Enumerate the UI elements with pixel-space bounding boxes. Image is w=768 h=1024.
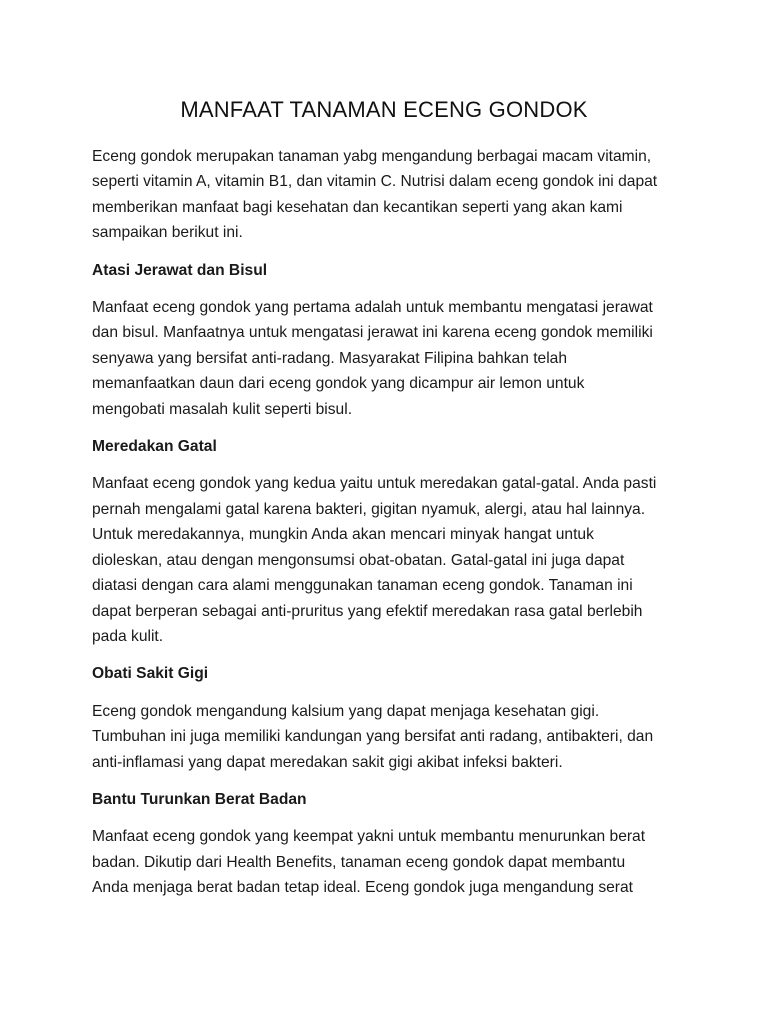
text-line: memanfaatkan daun dari eceng gondok yang dicampur air lemon untuk (92, 375, 585, 393)
intro-paragraph (92, 144, 692, 246)
text-line: Manfaat eceng gondok yang pertama adalah untuk membantu mengatasi jerawat (92, 299, 653, 317)
section-heading: Meredakan Gatal (92, 438, 217, 456)
section-heading: Bantu Turunkan Berat Badan (92, 790, 307, 808)
text-line: mengobati masalah kulit seperti bisul. (92, 400, 353, 418)
text-line: sampaikan berikut ini. (92, 224, 243, 242)
section-heading: Obati Sakit Gigi (92, 665, 209, 683)
text-line: Tumbuhan ini juga memiliki kandungan yang bersifat anti radang, antibakteri, dan (92, 728, 654, 746)
section-paragraph (92, 471, 692, 649)
text-line: seperti vitamin A, vitamin B1, dan vitamin C. Nutrisi dalam eceng gondok ini dapat (92, 173, 658, 191)
text-line: Eceng gondok mengandung kalsium yang dapat menjaga kesehatan gigi. (92, 702, 600, 720)
text-line: Manfaat eceng gondok yang keempat yakni untuk membantu menurunkan berat (92, 828, 646, 846)
section-paragraph (92, 295, 692, 422)
section-heading: Atasi Jerawat dan Bisul (92, 261, 268, 279)
text-line: dan bisul. Manfaatnya untuk mengatasi jerawat ini karena eceng gondok memiliki (92, 324, 653, 342)
document-title: MANFAAT TANAMAN ECENG GONDOK (180, 97, 588, 122)
text-line: dioleskan, atau dengan mengonsumsi obat-obatan. Gatal-gatal ini juga dapat (92, 551, 625, 569)
document-body (92, 144, 692, 901)
text-line: memberikan manfaat bagi kesehatan dan kecantikan seperti yang akan kami (92, 198, 623, 216)
text-line: senyawa yang bersifat anti-radang. Masyarakat Filipina bahkan telah (92, 349, 568, 367)
text-line: anti-inflamasi yang dapat meredakan sakit gigi akibat infeksi bakteri. (92, 753, 563, 771)
text-line: badan. Dikutip dari Health Benefits, tanaman eceng gondok dapat membantu (92, 853, 626, 871)
text-line: Manfaat eceng gondok yang kedua yaitu untuk meredakan gatal-gatal. Anda pasti (92, 475, 657, 493)
text-line: Eceng gondok merupakan tanaman yabg mengandung berbagai macam vitamin, (92, 148, 652, 165)
text-line: dapat berperan sebagai anti-pruritus yang efektif meredakan rasa gatal berlebih (92, 602, 643, 620)
section-paragraph (92, 824, 692, 900)
text-line: pada kulit. (92, 627, 164, 645)
text-line: pernah mengalami gatal karena bakteri, gigitan nyamuk, alergi, atau hal lainnya. (92, 500, 646, 518)
text-line: Untuk meredakannya, mungkin Anda akan mencari minyak hangat untuk (92, 526, 594, 544)
text-line: diatasi dengan cara alami menggunakan tanaman eceng gondok. Tanaman ini (92, 577, 633, 595)
section-paragraph (92, 699, 692, 775)
text-line: Anda menjaga berat badan tetap ideal. Eceng gondok juga mengandung serat (92, 879, 633, 897)
